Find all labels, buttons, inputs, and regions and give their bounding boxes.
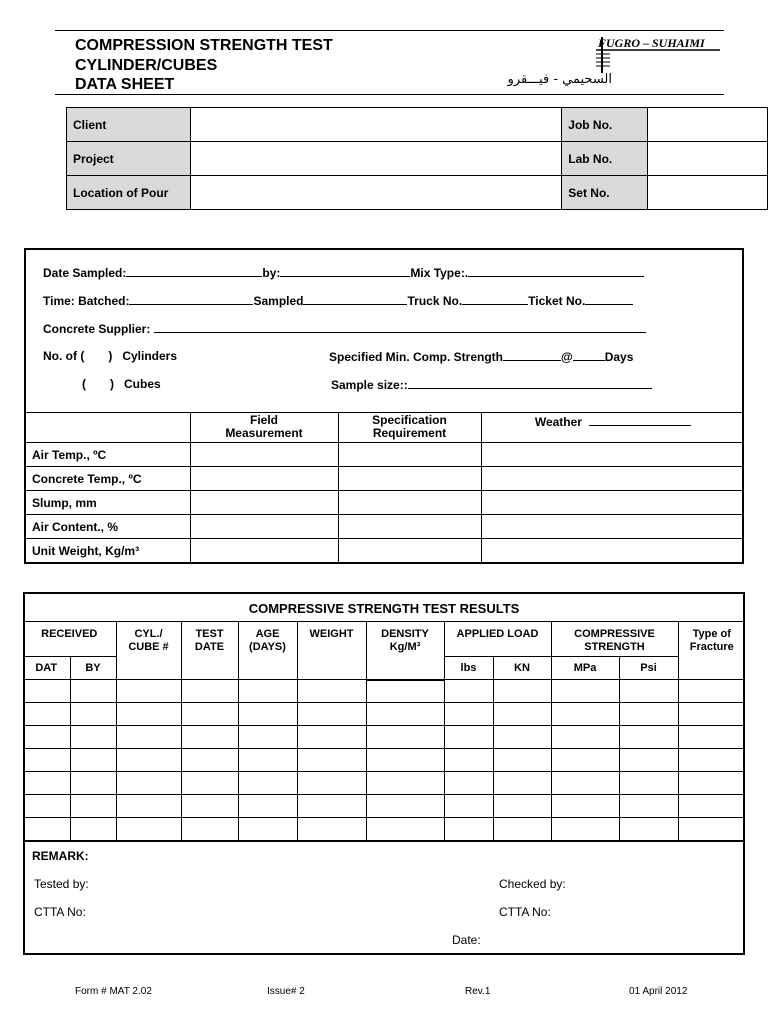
result-cell[interactable]: [238, 749, 297, 772]
result-cell[interactable]: [551, 703, 619, 726]
company-logo: [507, 33, 724, 97]
result-cell[interactable]: [551, 795, 619, 818]
lab-no-label: Lab No.: [562, 142, 648, 176]
cylinders-label: Cylinders: [122, 349, 178, 363]
result-cell[interactable]: [493, 703, 551, 726]
open-paren: (: [82, 377, 86, 391]
results-title: COMPRESSIVE STRENGTH TEST RESULTS: [248, 601, 520, 616]
cubes-count: [82, 377, 161, 391]
result-cell[interactable]: [70, 703, 116, 726]
env-row-label: Air Content., %: [24, 515, 190, 539]
result-cell[interactable]: [23, 680, 70, 703]
result-cell[interactable]: [444, 726, 493, 749]
time-batched-label: Time: Batched:: [43, 294, 130, 308]
spec-requirement-header: Specification Requirement: [338, 413, 481, 443]
air-content-weather-cell[interactable]: [481, 515, 744, 539]
result-cell[interactable]: [181, 795, 238, 818]
result-cell[interactable]: [23, 726, 70, 749]
density-header: DENSITY Kg/M³: [366, 622, 444, 680]
table-row: [23, 703, 745, 726]
result-cell[interactable]: [23, 749, 70, 772]
env-row-label: Air Temp., ºC: [24, 443, 190, 467]
result-cell[interactable]: [444, 772, 493, 795]
table-row: [23, 772, 745, 795]
result-cell[interactable]: [493, 680, 551, 703]
table-row: [23, 680, 745, 703]
spec-strength: [329, 349, 633, 364]
applied-load-header: APPLIED LOAD: [444, 622, 551, 657]
result-cell[interactable]: [297, 772, 366, 795]
client-field[interactable]: [190, 108, 561, 142]
result-cell[interactable]: [181, 818, 238, 841]
logo-text: FUGRO – SUHAIMI: [598, 36, 705, 50]
compressive-strength-header: COMPRESSIVE STRENGTH: [551, 622, 678, 657]
table-row: [23, 749, 745, 772]
result-cell[interactable]: [493, 749, 551, 772]
received-header: RECEIVED: [23, 622, 116, 657]
result-cell[interactable]: [619, 703, 678, 726]
logo-arabic: السحيمي - فيـــقرو: [507, 72, 612, 87]
result-cell[interactable]: [678, 772, 745, 795]
field-measurement-header: Field Measurement: [190, 413, 338, 443]
result-cell[interactable]: [366, 680, 444, 703]
set-no-field[interactable]: [648, 176, 768, 210]
result-cell[interactable]: [297, 749, 366, 772]
sampling-section: [24, 248, 744, 564]
client-label: Client: [67, 108, 191, 142]
by-header: BY: [70, 657, 116, 680]
result-cell[interactable]: [297, 726, 366, 749]
env-header-blank: [24, 413, 190, 443]
result-cell[interactable]: [70, 818, 116, 841]
result-cell[interactable]: [70, 680, 116, 703]
checked-by-label: Checked by:: [499, 877, 566, 891]
result-cell[interactable]: [116, 680, 181, 703]
sample-size-label: Sample size::: [331, 378, 408, 392]
result-cell[interactable]: [116, 703, 181, 726]
ticket-no-field[interactable]: [585, 293, 633, 305]
result-cell[interactable]: [551, 680, 619, 703]
no-of-label: No. of (: [43, 349, 85, 363]
top-rule: [55, 30, 724, 31]
sample-size: [331, 377, 652, 392]
result-cell[interactable]: [493, 795, 551, 818]
lab-no-field[interactable]: [648, 142, 768, 176]
result-cell[interactable]: [366, 772, 444, 795]
result-cell[interactable]: [678, 726, 745, 749]
spec-min-label: Specified Min. Comp. Strength: [329, 350, 504, 364]
ctta-no-left-label: CTTA No:: [34, 905, 86, 919]
env-row-label: Unit Weight, Kg/m³: [24, 539, 190, 563]
result-cell[interactable]: [238, 795, 297, 818]
truck-no-field[interactable]: [462, 293, 528, 305]
remark-label: REMARK:: [32, 849, 89, 863]
result-cell[interactable]: [116, 772, 181, 795]
sampled-field[interactable]: [303, 293, 407, 305]
footer-issue: Issue# 2: [267, 986, 305, 997]
air-content-spec-cell[interactable]: [338, 515, 481, 539]
result-cell[interactable]: [297, 680, 366, 703]
result-cell[interactable]: [444, 680, 493, 703]
result-cell[interactable]: [238, 772, 297, 795]
slump-spec-cell[interactable]: [338, 491, 481, 515]
result-cell[interactable]: [181, 726, 238, 749]
result-cell[interactable]: [551, 726, 619, 749]
result-cell[interactable]: [238, 703, 297, 726]
result-cell[interactable]: [70, 726, 116, 749]
air-temp-spec-cell[interactable]: [338, 443, 481, 467]
time-batched-field[interactable]: [129, 293, 253, 305]
result-cell[interactable]: [619, 795, 678, 818]
result-cell[interactable]: [297, 818, 366, 841]
air-content-field-cell[interactable]: [190, 515, 338, 539]
project-label: Project: [67, 142, 191, 176]
tested-by-label: Tested by:: [34, 877, 89, 891]
weather-field[interactable]: [589, 414, 691, 426]
results-section: [23, 592, 745, 955]
result-cell[interactable]: [619, 818, 678, 841]
job-no-field[interactable]: [648, 108, 768, 142]
ctta-no-right-label: CTTA No:: [499, 905, 551, 919]
title-line-3: DATA SHEET: [75, 76, 175, 93]
result-cell[interactable]: [366, 726, 444, 749]
project-info-table: [66, 107, 768, 210]
by-label: by:: [262, 266, 281, 280]
result-cell[interactable]: [23, 818, 70, 841]
result-cell[interactable]: [238, 726, 297, 749]
results-table: [23, 621, 745, 841]
slump-field-cell[interactable]: [190, 491, 338, 515]
result-cell[interactable]: [116, 726, 181, 749]
set-no-label: Set No.: [562, 176, 648, 210]
result-cell[interactable]: [23, 795, 70, 818]
title-line-1: COMPRESSION STRENGTH TEST: [75, 37, 333, 54]
result-cell[interactable]: [366, 749, 444, 772]
footer-rev: Rev.1: [465, 986, 491, 997]
weather-label: Weather: [534, 415, 582, 429]
sampling-row-2: [43, 293, 633, 308]
ticket-no-label: Ticket No.: [528, 294, 586, 308]
result-cell[interactable]: [678, 680, 745, 703]
mix-type-field[interactable]: [468, 265, 644, 277]
location-field[interactable]: [190, 176, 561, 210]
age-header: AGE (DAYS): [238, 622, 297, 680]
result-cell[interactable]: [678, 818, 745, 841]
result-cell[interactable]: [23, 772, 70, 795]
result-cell[interactable]: [70, 749, 116, 772]
kn-header: KN: [493, 657, 551, 680]
weather-header: [481, 413, 744, 443]
result-cell[interactable]: [297, 703, 366, 726]
result-cell[interactable]: [444, 795, 493, 818]
cubes-label: Cubes: [124, 377, 161, 391]
days-label: Days: [604, 350, 634, 364]
slump-weather-cell[interactable]: [481, 491, 744, 515]
date-label: Date:: [452, 933, 481, 947]
title-line-2: CYLINDER/CUBES: [75, 56, 218, 74]
at-label: @: [561, 350, 573, 364]
header-rule: [55, 94, 724, 95]
date-sampled-field[interactable]: [126, 265, 262, 277]
result-cell[interactable]: [619, 772, 678, 795]
result-cell[interactable]: [181, 703, 238, 726]
sampling-row-1: [43, 265, 644, 280]
test-date-header: TEST DATE: [181, 622, 238, 680]
result-cell[interactable]: [678, 703, 745, 726]
result-cell[interactable]: [444, 749, 493, 772]
footer-form: Form # MAT 2.02: [75, 986, 152, 997]
table-row: [23, 726, 745, 749]
close-paren: ): [110, 377, 114, 391]
dat-header: DAT: [23, 657, 70, 680]
result-cell[interactable]: [493, 726, 551, 749]
unit-weight-weather-cell[interactable]: [481, 539, 744, 563]
result-cell[interactable]: [181, 772, 238, 795]
days-field[interactable]: [573, 349, 605, 361]
project-field[interactable]: [190, 142, 561, 176]
result-cell[interactable]: [551, 818, 619, 841]
concrete-temp-spec-cell[interactable]: [338, 467, 481, 491]
date-sampled-label: Date Sampled:: [43, 266, 127, 280]
result-cell[interactable]: [551, 772, 619, 795]
result-cell[interactable]: [366, 795, 444, 818]
result-cell[interactable]: [181, 749, 238, 772]
result-cell[interactable]: [493, 772, 551, 795]
concrete-temp-weather-cell[interactable]: [481, 467, 744, 491]
result-cell[interactable]: [619, 749, 678, 772]
weight-header: WEIGHT: [297, 622, 366, 680]
concrete-temp-field-cell[interactable]: [190, 467, 338, 491]
result-cell[interactable]: [619, 726, 678, 749]
result-cell[interactable]: [238, 680, 297, 703]
env-row-label: Concrete Temp., ºC: [24, 467, 190, 491]
result-cell[interactable]: [238, 818, 297, 841]
unit-weight-field-cell[interactable]: [190, 539, 338, 563]
sampling-row-3: [43, 321, 646, 336]
by-field[interactable]: [280, 265, 410, 277]
result-cell[interactable]: [551, 749, 619, 772]
location-label: Location of Pour: [67, 176, 191, 210]
mpa-header: MPa: [551, 657, 619, 680]
result-cell[interactable]: [116, 749, 181, 772]
result-cell[interactable]: [116, 818, 181, 841]
job-no-label: Job No.: [562, 108, 648, 142]
result-cell[interactable]: [70, 795, 116, 818]
environment-table: [24, 412, 744, 562]
document-title: [75, 36, 333, 95]
result-cell[interactable]: [366, 818, 444, 841]
cyl-cube-header: CYL./ CUBE #: [116, 622, 181, 680]
result-cell[interactable]: [366, 703, 444, 726]
air-temp-field-cell[interactable]: [190, 443, 338, 467]
close-paren: ): [108, 349, 113, 363]
table-row: [23, 795, 745, 818]
table-row: [23, 818, 745, 841]
result-cell[interactable]: [619, 680, 678, 703]
result-cell[interactable]: [70, 772, 116, 795]
result-cell[interactable]: [116, 795, 181, 818]
result-cell[interactable]: [678, 795, 745, 818]
result-cell[interactable]: [23, 703, 70, 726]
result-cell[interactable]: [444, 703, 493, 726]
sampled-label: Sampled: [253, 294, 304, 308]
result-cell[interactable]: [297, 795, 366, 818]
result-cell[interactable]: [444, 818, 493, 841]
unit-weight-spec-cell[interactable]: [338, 539, 481, 563]
concrete-supplier-field[interactable]: [154, 321, 646, 333]
env-row-label: Slump, mm: [24, 491, 190, 515]
result-cell[interactable]: [493, 818, 551, 841]
result-cell[interactable]: [678, 749, 745, 772]
mix-type-label: Mix Type:.: [410, 266, 469, 280]
spec-min-field[interactable]: [503, 349, 561, 361]
lbs-header: lbs: [444, 657, 493, 680]
result-cell[interactable]: [181, 680, 238, 703]
concrete-supplier-label: Concrete Supplier:: [43, 322, 151, 336]
sample-size-field[interactable]: [408, 377, 652, 389]
fracture-header: Type of Fracture: [678, 622, 745, 680]
air-temp-weather-cell[interactable]: [481, 443, 744, 467]
cylinders-count: [43, 349, 177, 363]
truck-no-label: Truck No.: [407, 294, 463, 308]
footer-date: 01 April 2012: [629, 986, 688, 997]
remark-divider: [25, 840, 743, 842]
psi-header: Psi: [619, 657, 678, 680]
